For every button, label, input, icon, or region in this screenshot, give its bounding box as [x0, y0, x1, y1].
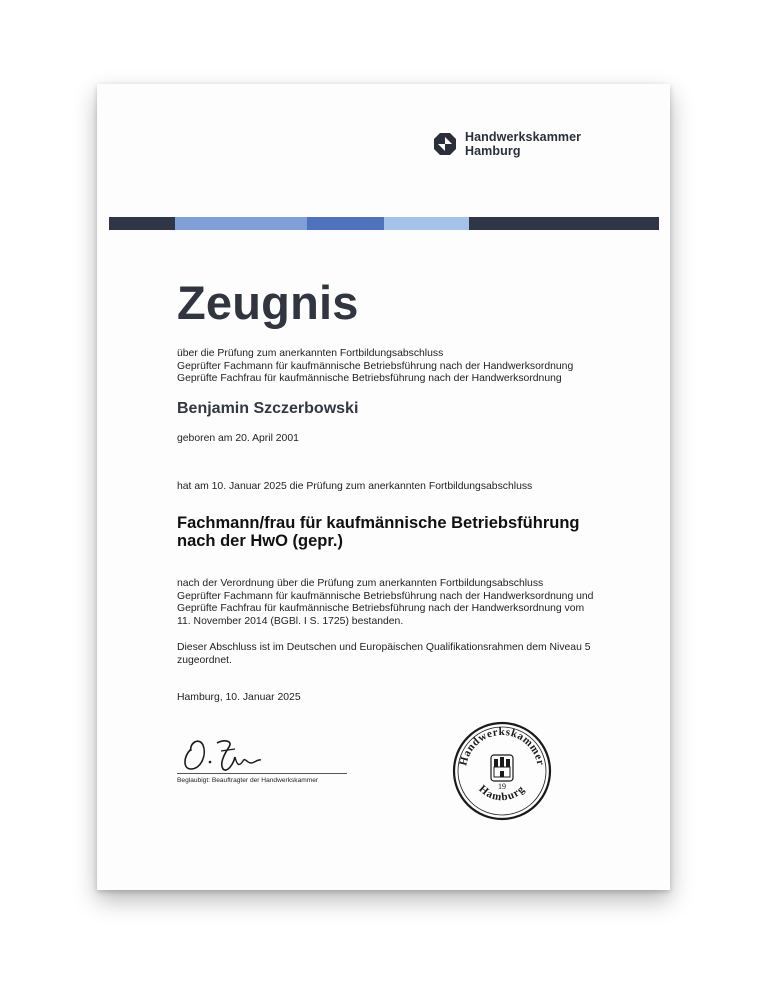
degree-title — [177, 514, 579, 550]
qualification-line-2: zugeordnet. — [177, 654, 232, 666]
certificate-title: Zeugnis — [177, 276, 359, 329]
color-band — [109, 217, 659, 230]
chamber-name-line2: Hamburg — [465, 144, 521, 158]
regulation-line-2: Geprüfter Fachmann für kaufmännische Betriebsführung nach der Handwerksordnung und — [177, 590, 594, 602]
intro-line-2: Geprüfter Fachmann für kaufmännische Betriebsführung nach der Handwerksordnung — [177, 360, 574, 372]
band-segment-1 — [109, 217, 175, 230]
chamber-name — [465, 130, 581, 158]
band-segment-2 — [175, 217, 307, 230]
svg-text:Hamburg: Hamburg — [476, 782, 528, 804]
qualification-line-1: Dieser Abschluss ist im Deutschen und Europäischen Qualifikationsrahmen dem Niveau 5 — [177, 642, 591, 653]
regulation-line-4: 11. November 2014 (BGBl. I S. 1725) bestanden. — [177, 615, 404, 627]
birth-date-text: geboren am 20. April 2001 — [177, 433, 299, 444]
candidate-name: Benjamin Szczerbowski — [177, 400, 359, 417]
band-segment-3 — [307, 217, 384, 230]
place-date-text: Hamburg, 10. Januar 2025 — [177, 692, 301, 703]
chamber-logo — [433, 130, 581, 158]
signature-caption: Beglaubigt: Beauftragter der Handwerkskammer — [177, 777, 319, 784]
exam-statement-text: hat am 10. Januar 2025 die Prüfung zum anerkannten Fortbildungsabschluss — [177, 481, 533, 492]
chamber-name-line1: Handwerkskammer — [465, 130, 582, 144]
chamber-seal-icon — [452, 721, 552, 821]
band-segment-4 — [384, 217, 469, 230]
chamber-logo-icon — [433, 132, 457, 156]
intro-line-3: Geprüfte Fachfrau für kaufmännische Betriebsführung nach der Handwerksordnung — [177, 373, 562, 384]
signature-icon — [177, 729, 277, 777]
qualification-text — [177, 642, 591, 667]
certificate-page — [97, 84, 670, 890]
regulation-line-1: nach der Verordnung über die Prüfung zum anerkannten Fortbildungsabschluss — [177, 578, 544, 589]
intro-line-1: über die Prüfung zum anerkannten Fortbildungsabschluss — [177, 348, 444, 359]
band-segment-5 — [469, 217, 659, 230]
signature-line — [177, 773, 347, 774]
place-date — [177, 692, 301, 705]
exam-statement — [177, 481, 532, 494]
regulation-line-3: Geprüfte Fachfrau für kaufmännische Betriebsführung nach der Handwerksordnung vom — [177, 603, 585, 614]
degree-line-2: nach der HwO (gepr.) — [177, 532, 343, 550]
birth-date — [177, 433, 299, 446]
svg-text:19: 19 — [498, 782, 506, 791]
regulation-text — [177, 578, 593, 628]
intro-text — [177, 348, 573, 386]
degree-line-1: Fachmann/frau für kaufmännische Betriebsführung — [177, 514, 580, 532]
svg-text:Handwerkskammer: Handwerkskammer — [457, 726, 547, 767]
